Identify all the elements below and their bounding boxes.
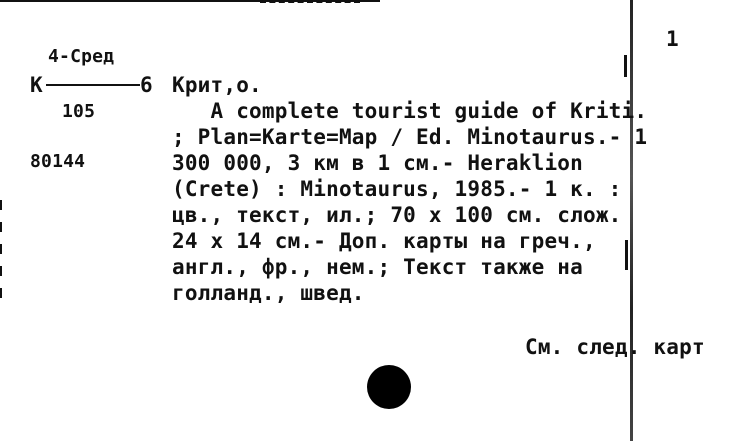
call-number-right: 6 (140, 73, 153, 97)
inventory-number: 80144 (30, 151, 86, 172)
description-line: голланд., швед. (172, 281, 365, 305)
description-line: 24 x 14 см.- Доп. карты на греч., (172, 229, 596, 253)
description-line: англ., фр., нем.; Текст также на (172, 255, 583, 279)
see-next-card: См. след. карт (525, 335, 705, 359)
call-number-left: К (30, 73, 43, 97)
crease-speck (625, 240, 628, 270)
description-line: A complete tourist guide of Kriti. (172, 99, 648, 123)
sheet-number: 1 (666, 27, 679, 51)
description-line: ; Plan=Karte=Map / Ed. Minotaurus.- 1 (172, 125, 648, 149)
description-line: 300 000, 3 км в 1 см.- Heraklion (172, 151, 583, 175)
fold-crease (630, 0, 633, 441)
call-number-rule (46, 84, 140, 86)
call-number-bottom: 105 (62, 101, 96, 122)
card-heading: Крит,о. (172, 73, 262, 97)
top-dashed-mark (260, 0, 360, 7)
description-line: (Crete) : Minotaurus, 1985.- 1 к. : (172, 177, 622, 201)
left-edge-mark (0, 200, 2, 310)
crease-speck (624, 55, 627, 77)
shelf-mark: 4-Сред (48, 46, 115, 67)
punch-hole (367, 365, 411, 409)
description-line: цв., текст, ил.; 70 x 100 см. слож. (172, 203, 622, 227)
